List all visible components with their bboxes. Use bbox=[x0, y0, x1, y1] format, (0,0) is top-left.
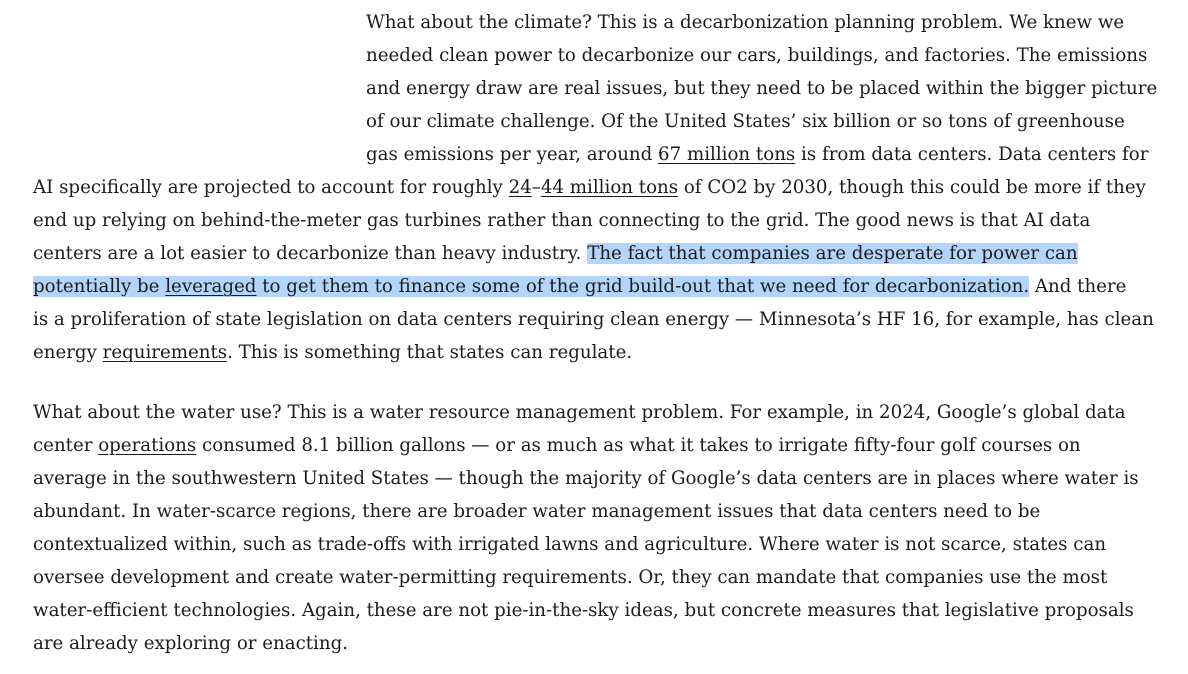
text-span: energy bbox=[33, 342, 103, 363]
text-span: AI specifically are projected to account for roughly bbox=[33, 177, 509, 198]
text-line: are already exploring or enacting. bbox=[33, 633, 349, 654]
link-67-million-tons[interactable]: 67 million tons bbox=[658, 144, 796, 165]
text-line: needed clean power to decarbonize our cars, buildings, and factories. The emissions bbox=[366, 45, 1148, 66]
text-line bbox=[33, 171, 1146, 204]
text-line bbox=[33, 270, 1126, 303]
link-leveraged[interactable]: leveraged bbox=[165, 276, 257, 297]
text-line: end up relying on behind-the-meter gas turbines rather than connecting to the grid. The good news is that AI data bbox=[33, 210, 1091, 231]
text-span: centers are a lot easier to decarbonize than heavy industry. bbox=[33, 243, 588, 264]
text-line: abundant. In water-scarce regions, there are broader water management issues that data centers need to be bbox=[33, 501, 1041, 522]
text-line: of our climate challenge. Of the United States’ six billion or so tons of greenhouse bbox=[366, 111, 1125, 132]
text-line: contextualized within, such as trade-offs with irrigated lawns and agriculture. Where water is not scarce, states can bbox=[33, 534, 1107, 555]
text-line bbox=[33, 237, 1078, 270]
text-line: What about the climate? This is a decarbonization planning problem. We knew we bbox=[366, 12, 1125, 33]
text-line: is a proliferation of state legislation on data centers requiring clean energy — Minnesota’s HF 16, for example, has clean bbox=[33, 309, 1154, 330]
text-line: What about the water use? This is a water resource management problem. For example, in 2024, Google’s global data bbox=[33, 402, 1126, 423]
text-span: . This is something that states can regulate. bbox=[227, 342, 633, 363]
highlighted-text[interactable]: The fact that companies are desperate for power can bbox=[587, 243, 1078, 264]
text-span: gas emissions per year, around bbox=[366, 144, 659, 165]
text-line: average in the southwestern United States — though the majority of Google’s data centers are in places where water is bbox=[33, 468, 1139, 489]
text-span: consumed 8.1 billion gallons — or as much as what it takes to irrigate fifty-four golf courses on bbox=[196, 435, 1081, 456]
text-line: oversee development and create water-permitting requirements. Or, they can mandate that companies use the most bbox=[33, 567, 1108, 588]
text-span: is from data centers. Data centers for bbox=[795, 144, 1149, 165]
link-operations[interactable]: operations bbox=[98, 435, 197, 456]
link-44-million-tons[interactable]: 44 million tons bbox=[540, 177, 679, 198]
text-span: of CO2 by 2030, though this could be more if they bbox=[678, 177, 1146, 198]
highlighted-text[interactable] bbox=[33, 276, 1029, 297]
text-line bbox=[366, 138, 1148, 171]
link-requirements[interactable]: requirements bbox=[102, 342, 228, 363]
text-span: And there bbox=[1029, 276, 1127, 297]
text-line bbox=[33, 429, 1081, 462]
text-span: – bbox=[531, 177, 541, 198]
text-span: center bbox=[33, 435, 99, 456]
text-line: and energy draw are real issues, but they need to be placed within the bigger picture bbox=[366, 78, 1158, 99]
text-span: to get them to finance some of the grid build-out that we need for decarbonization. bbox=[256, 276, 1030, 297]
link-24[interactable]: 24 bbox=[508, 177, 532, 198]
text-line bbox=[33, 336, 632, 369]
text-span: potentially be bbox=[33, 276, 166, 297]
text-line: water-efficient technologies. Again, these are not pie-in-the-sky ideas, but concrete measures that legislative proposals bbox=[33, 600, 1134, 621]
